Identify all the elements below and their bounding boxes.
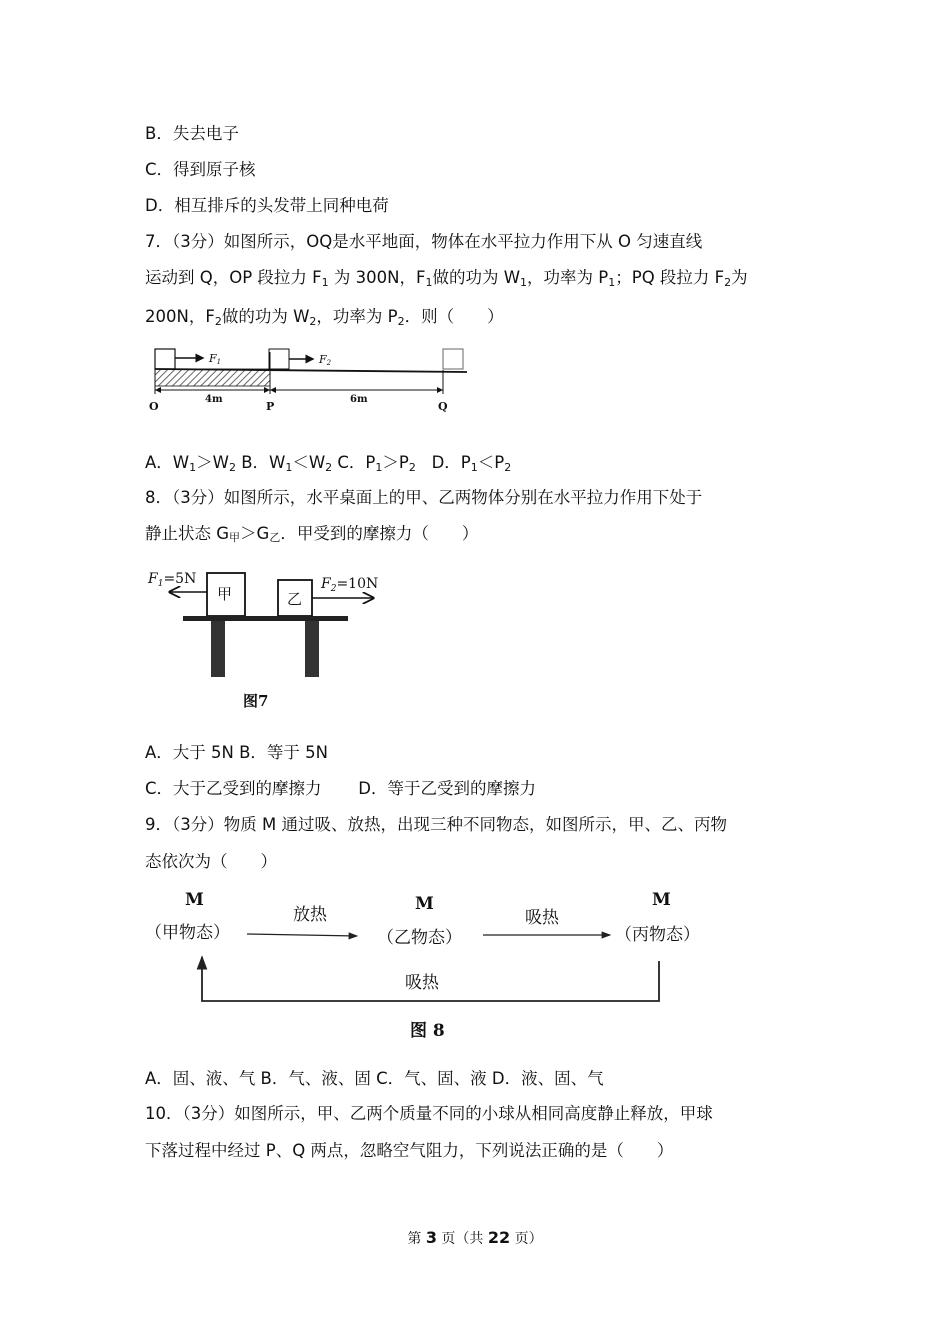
arrow-jia-to-yi <box>247 934 357 936</box>
q8-stem-line2: 静止状态 G甲＞G乙．甲受到的摩擦力（ ） <box>145 524 479 544</box>
force-label-f1: $F_1=5N$ <box>148 571 197 589</box>
arrow-label-absorb-heat-1: 吸热 <box>525 908 559 928</box>
force-label-f2: F2 <box>319 353 332 367</box>
q8-options-ab: A．大于 5N B．等于 5N <box>145 743 329 762</box>
q6-option-b: B．失去电子 <box>145 124 239 143</box>
state3-label: （丙物态） <box>615 925 700 945</box>
q9-stem-line2: 态依次为（ ） <box>145 852 277 871</box>
table-top <box>183 616 348 621</box>
q9-options: A．固、液、气 B．气、液、固 C．气、固、液 D．液、固、气 <box>145 1069 604 1088</box>
distance-pq: 6m <box>350 394 368 405</box>
table-leg-right <box>305 621 319 677</box>
block-at-q <box>443 349 463 369</box>
q9-stem-line1: 9．（3分）物质 M 通过吸、放热，出现三种不同物态，如图所示，甲、乙、丙物 <box>145 815 727 834</box>
q8-stem-line1: 8．（3分）如图所示，水平桌面上的甲、乙两物体分别在水平拉力作用下处于 <box>145 488 703 507</box>
block-at-p <box>269 349 289 369</box>
block-at-o <box>155 349 175 369</box>
arrow-label-release-heat: 放热 <box>293 905 327 925</box>
q7-figure <box>145 342 475 414</box>
state2-m: M <box>415 894 434 914</box>
state2-label: （乙物态） <box>377 928 462 948</box>
q7-stem-line3: 200N，$F_2$做的功为 $W_2$，功率为 $P_2$．则（ ） <box>145 307 504 328</box>
distance-op: 4m <box>205 394 223 405</box>
q7-stem-line2: 运动到 Q，OP 段拉力 $F_1$ 为 300N，$F_1$做的功为 $W_1$，功率为 $P_1$；PQ 段拉力 $F_2$为 <box>145 268 748 289</box>
page-footer: 第 3 页（共 22 页） <box>407 1228 543 1247</box>
q7-options: A．$W_1>W_2$ B．$W_1<W_2$ C．$P_1>P_2$ D．$P_1<P_2$ <box>145 453 512 474</box>
state3-m: M <box>652 890 671 910</box>
state1-label: （甲物态） <box>145 923 230 943</box>
point-p: P <box>266 400 275 413</box>
force-label-f2: $F_2=10N$ <box>321 576 379 594</box>
arrow-label-absorb-heat-2: 吸热 <box>405 973 439 993</box>
state1-m: M <box>185 890 204 910</box>
q9-figure <box>145 885 715 1045</box>
point-o: O <box>149 400 159 413</box>
force-label-f1: F1 <box>209 352 222 366</box>
block-yi-label: 乙 <box>287 590 303 608</box>
q7-stem-line1: 7．（3分）如图所示，OQ是水平地面，物体在水平拉力作用下从 O 匀速直线 <box>145 232 703 251</box>
figure-caption: 图 8 <box>410 1021 445 1041</box>
q10-stem-line1: 10．（3分）如图所示，甲、乙两个质量不同的小球从相同高度静止释放，甲球 <box>145 1104 713 1123</box>
rough-surface-op <box>155 369 270 386</box>
table-leg-left <box>211 621 225 677</box>
q8-options-cd: C．大于乙受到的摩擦力 D．等于乙受到的摩擦力 <box>145 779 536 798</box>
figure-caption: 图7 <box>243 692 269 710</box>
block-jia-label: 甲 <box>217 585 233 603</box>
q6-option-c: C．得到原子核 <box>145 160 256 179</box>
q6-option-d: D．相互排斥的头发带上同种电荷 <box>145 196 389 215</box>
point-q: Q <box>438 400 448 413</box>
q8-figure <box>145 565 390 715</box>
q10-stem-line2: 下落过程中经过 P、Q 两点，忽略空气阻力，下列说法正确的是（ ） <box>145 1141 674 1160</box>
